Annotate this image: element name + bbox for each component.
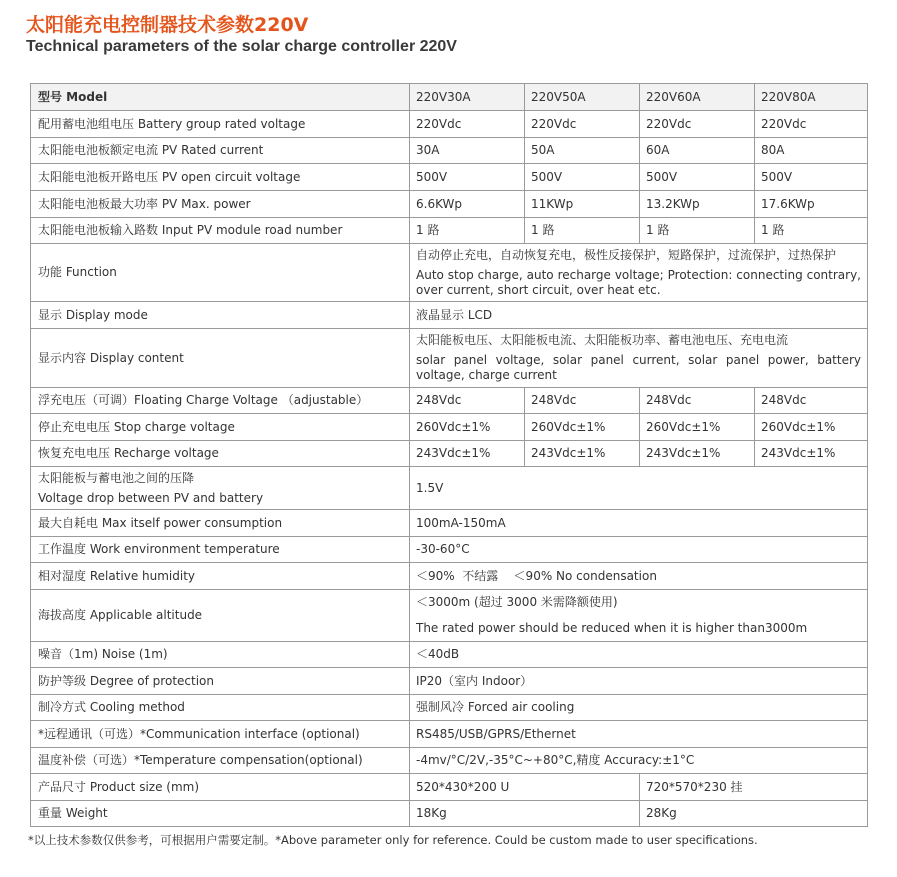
value-cell: 248Vdc (525, 388, 640, 414)
row-label: 显示 Display mode (31, 302, 410, 329)
value-cell: 260Vdc±1% (640, 414, 755, 441)
model-cell: 220V30A (410, 84, 525, 111)
value-cell: 243Vdc±1% (755, 441, 868, 467)
altitude-en: The rated power should be reduced when it is higher than3000m (416, 621, 808, 635)
value-cell: 220Vdc (755, 111, 868, 138)
row-label: 太阳能电池板开路电压 PV open circuit voltage (31, 164, 410, 191)
value-cell: 260Vdc±1% (755, 414, 868, 441)
row-label (31, 467, 410, 510)
value-cell: 248Vdc (755, 388, 868, 414)
display-content-en: solar panel voltage, solar panel current, solar panel power, battery voltage, charge current (416, 353, 861, 382)
row-label: 恢复充电电压 Recharge voltage (31, 441, 410, 467)
table-row-function (31, 244, 868, 302)
row-label: 产品尺寸 Product size (mm) (31, 774, 410, 801)
value-cell (410, 244, 868, 302)
spec-table (30, 83, 868, 827)
value-cell (410, 590, 868, 642)
table-row-pv-power (31, 191, 868, 218)
value-cell: -30-60°C (410, 537, 868, 563)
value-cell: 720*570*230 挂 (640, 774, 868, 801)
table-row-protection (31, 668, 868, 695)
value-cell: 260Vdc±1% (410, 414, 525, 441)
table-row-communication (31, 721, 868, 748)
row-label: 显示内容 Display content (31, 329, 410, 388)
value-cell: 500V (410, 164, 525, 191)
row-label: 海拔高度 Applicable altitude (31, 590, 410, 642)
function-en: Auto stop charge, auto recharge voltage; Protection: connecting contrary, over current, short circuit, over heat etc. (416, 267, 861, 297)
value-cell: 243Vdc±1% (640, 441, 755, 467)
row-label: 太阳能电池板输入路数 Input PV module road number (31, 218, 410, 244)
value-cell: 1 路 (525, 218, 640, 244)
value-cell: 液晶显示 LCD (410, 302, 868, 329)
value-cell: ＜40dB (410, 642, 868, 668)
table-row-weight (31, 801, 868, 827)
value-cell: 243Vdc±1% (410, 441, 525, 467)
table-row-humidity (31, 563, 868, 590)
voltage-drop-label-en: Voltage drop between PV and battery (38, 490, 264, 505)
table-row-pv-open-voltage (31, 164, 868, 191)
table-row-product-size (31, 774, 868, 801)
value-cell: 1 路 (755, 218, 868, 244)
value-cell: 520*430*200 U (410, 774, 640, 801)
row-label: 防护等级 Degree of protection (31, 668, 410, 695)
value-cell: ＜90% 不结露 ＜90% No condensation (410, 563, 868, 590)
table-row-stop-voltage (31, 414, 868, 441)
row-label: 停止充电电压 Stop charge voltage (31, 414, 410, 441)
row-label: 太阳能电池板额定电流 PV Rated current (31, 138, 410, 164)
value-cell: 248Vdc (410, 388, 525, 414)
value-cell: 500V (640, 164, 755, 191)
page-title-en: Technical parameters of the solar charge controller 220V (26, 38, 457, 55)
model-cell: 220V60A (640, 84, 755, 111)
table-row-temp-comp (31, 748, 868, 774)
value-cell: 243Vdc±1% (525, 441, 640, 467)
value-cell: 220Vdc (410, 111, 525, 138)
value-cell (410, 329, 868, 388)
display-content-cn: 太阳能板电压、太阳能板电流、太阳能板功率、蓄电池电压、充电电流 (416, 333, 789, 347)
table-row-model (31, 84, 868, 111)
value-cell: 强制风冷 Forced air cooling (410, 695, 868, 721)
voltage-drop-label-cn: 太阳能板与蓄电池之间的压降 (38, 470, 195, 485)
value-cell: 80A (755, 138, 868, 164)
table-row-altitude (31, 590, 868, 642)
table-row-voltage-drop (31, 467, 868, 510)
value-cell: 100mA-150mA (410, 510, 868, 537)
value-cell: 1.5V (410, 467, 868, 510)
value-cell: 220Vdc (640, 111, 755, 138)
value-cell: 260Vdc±1% (525, 414, 640, 441)
table-row-display-mode (31, 302, 868, 329)
row-label: 浮充电压（可调）Floating Charge Voltage （adjustable） (31, 388, 410, 414)
value-cell: 1 路 (640, 218, 755, 244)
value-cell: -4mv/°C/2V,-35°C~+80°C,精度 Accuracy:±1°C (410, 748, 868, 774)
row-label: 温度补偿（可选）*Temperature compensation(optional) (31, 748, 410, 774)
value-cell: 500V (755, 164, 868, 191)
row-label: 相对湿度 Relative humidity (31, 563, 410, 590)
value-cell: IP20（室内 Indoor） (410, 668, 868, 695)
footnote: *以上技术参数仅供参考，可根据用户需要定制。*Above parameter only for reference. Could be custom made to user specifications. (28, 833, 758, 847)
row-label: 型号 Model (31, 84, 410, 111)
value-cell: 6.6KWp (410, 191, 525, 218)
value-cell: 500V (525, 164, 640, 191)
row-label: 最大自耗电 Max itself power consumption (31, 510, 410, 537)
value-cell: 220Vdc (525, 111, 640, 138)
model-cell: 220V50A (525, 84, 640, 111)
row-label: 配用蓄电池组电压 Battery group rated voltage (31, 111, 410, 138)
table-row-pv-current (31, 138, 868, 164)
value-cell: 28Kg (640, 801, 868, 827)
value-cell: 50A (525, 138, 640, 164)
row-label: *远程通讯（可选）*Communication interface (optional) (31, 721, 410, 748)
row-label: 工作温度 Work environment temperature (31, 537, 410, 563)
table-row-pv-roads (31, 218, 868, 244)
row-label: 太阳能电池板最大功率 PV Max. power (31, 191, 410, 218)
value-cell: RS485/USB/GPRS/Ethernet (410, 721, 868, 748)
table-row-recharge-voltage (31, 441, 868, 467)
value-cell: 11KWp (525, 191, 640, 218)
value-cell: 248Vdc (640, 388, 755, 414)
model-cell: 220V80A (755, 84, 868, 111)
row-label: 噪音（1m) Noise (1m) (31, 642, 410, 668)
value-cell: 30A (410, 138, 525, 164)
table-row-cooling (31, 695, 868, 721)
table-row-self-consumption (31, 510, 868, 537)
table-row-floating-voltage (31, 388, 868, 414)
table-row-work-temp (31, 537, 868, 563)
table-row-battery-voltage (31, 111, 868, 138)
page-title-cn: 太阳能充电控制器技术参数220V (26, 14, 309, 36)
value-cell: 13.2KWp (640, 191, 755, 218)
value-cell: 60A (640, 138, 755, 164)
value-cell: 17.6KWp (755, 191, 868, 218)
table-row-noise (31, 642, 868, 668)
table-row-display-content (31, 329, 868, 388)
function-cn: 自动停止充电，自动恢复充电，极性反接保护，短路保护，过流保护，过热保护 (416, 247, 837, 262)
value-cell: 1 路 (410, 218, 525, 244)
altitude-cn: ＜3000m (超过 3000 米需降额使用) (416, 595, 618, 609)
value-cell: 18Kg (410, 801, 640, 827)
row-label: 功能 Function (31, 244, 410, 302)
row-label: 制冷方式 Cooling method (31, 695, 410, 721)
row-label: 重量 Weight (31, 801, 410, 827)
